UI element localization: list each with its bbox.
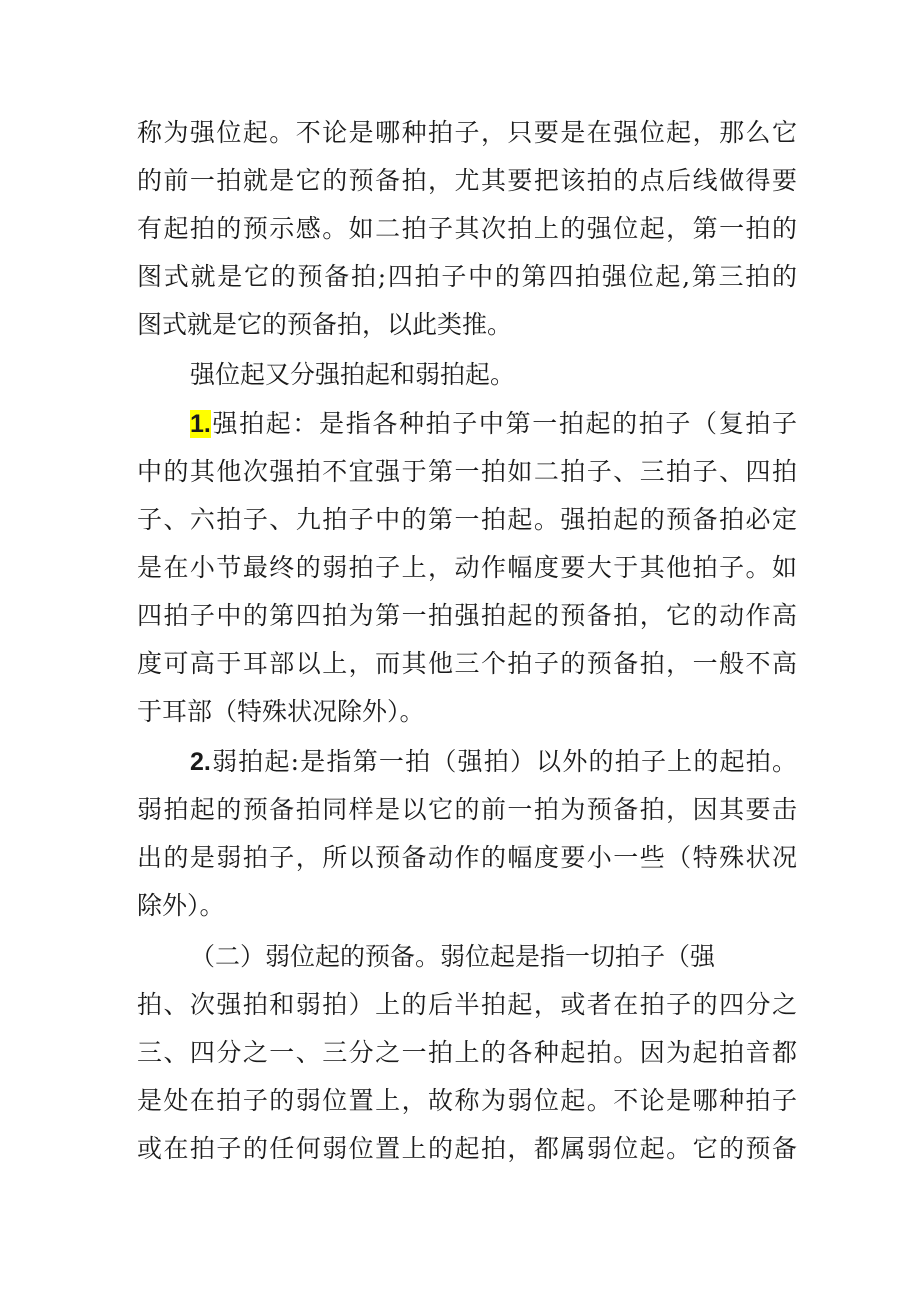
paragraph-line: 是处在拍子的弱位置上，故称为弱位起。不论是哪种拍子: [137, 1086, 797, 1115]
paragraph-line: 三、四分之一、三分之一拍上的各种起拍。因为起拍音都: [137, 1038, 797, 1067]
paragraph-line: 是在小节最终的弱拍子上，动作幅度要大于其他拍子。如: [137, 553, 797, 582]
paragraph-line: 图式就是它的预备拍，以此类推。: [137, 310, 513, 339]
item-text: 弱拍起:是指第一拍（强拍）以外的拍子上的起拍。: [210, 747, 797, 776]
paragraph-line: 称为强位起。不论是哪种拍子，只要是在强位起，那么它: [137, 118, 797, 147]
item-text: 强拍起：是指各种拍子中第一拍起的拍子（复拍子: [210, 409, 797, 438]
paragraph-line: 于耳部（特殊状况除外）。: [137, 697, 425, 726]
paragraph-line: 度可高于耳部以上，而其他三个拍子的预备拍，一般不高: [137, 649, 797, 678]
paragraph-line: 出的是弱拍子，所以预备动作的幅度要小一些（特殊状况: [137, 843, 797, 872]
paragraph-line: 四拍子中的第四拍为第一拍强拍起的预备拍，它的动作高: [137, 601, 797, 630]
paragraph-line: 或在拍子的任何弱位置上的起拍，都属弱位起。它的预备: [137, 1134, 797, 1163]
section-heading-line: （二）弱位起的预备。弱位起是指一切拍子（强: [190, 942, 716, 971]
item-number-2: 2.: [190, 748, 211, 776]
list-item-1-first-line: [190, 404, 797, 444]
paragraph-line: 有起拍的预示感。如二拍子其次拍上的强位起，第一拍的: [137, 214, 797, 243]
paragraph-line: 图式就是它的预备拍;四拍子中的第四拍强位起,第三拍的: [137, 262, 797, 291]
paragraph-line: 中的其他次强拍不宜强于第一拍如二拍子、三拍子、四拍: [137, 457, 797, 486]
paragraph-line: 除外）。: [137, 891, 225, 920]
paragraph-line: 子、六拍子、九拍子中的第一拍起。强拍起的预备拍必定: [137, 505, 797, 534]
paragraph-line: 拍、次强拍和弱拍）上的后半拍起，或者在拍子的四分之: [137, 990, 797, 1019]
paragraph-line: 弱拍起的预备拍同样是以它的前一拍为预备拍，因其要击: [137, 795, 797, 824]
list-item-2-first-line: [190, 742, 797, 782]
paragraph-line: 的前一拍就是它的预备拍，尤其要把该拍的点后线做得要: [137, 166, 797, 195]
item-number-1: 1.: [190, 410, 211, 438]
paragraph-line: 强位起又分强拍起和弱拍起。: [190, 360, 516, 389]
